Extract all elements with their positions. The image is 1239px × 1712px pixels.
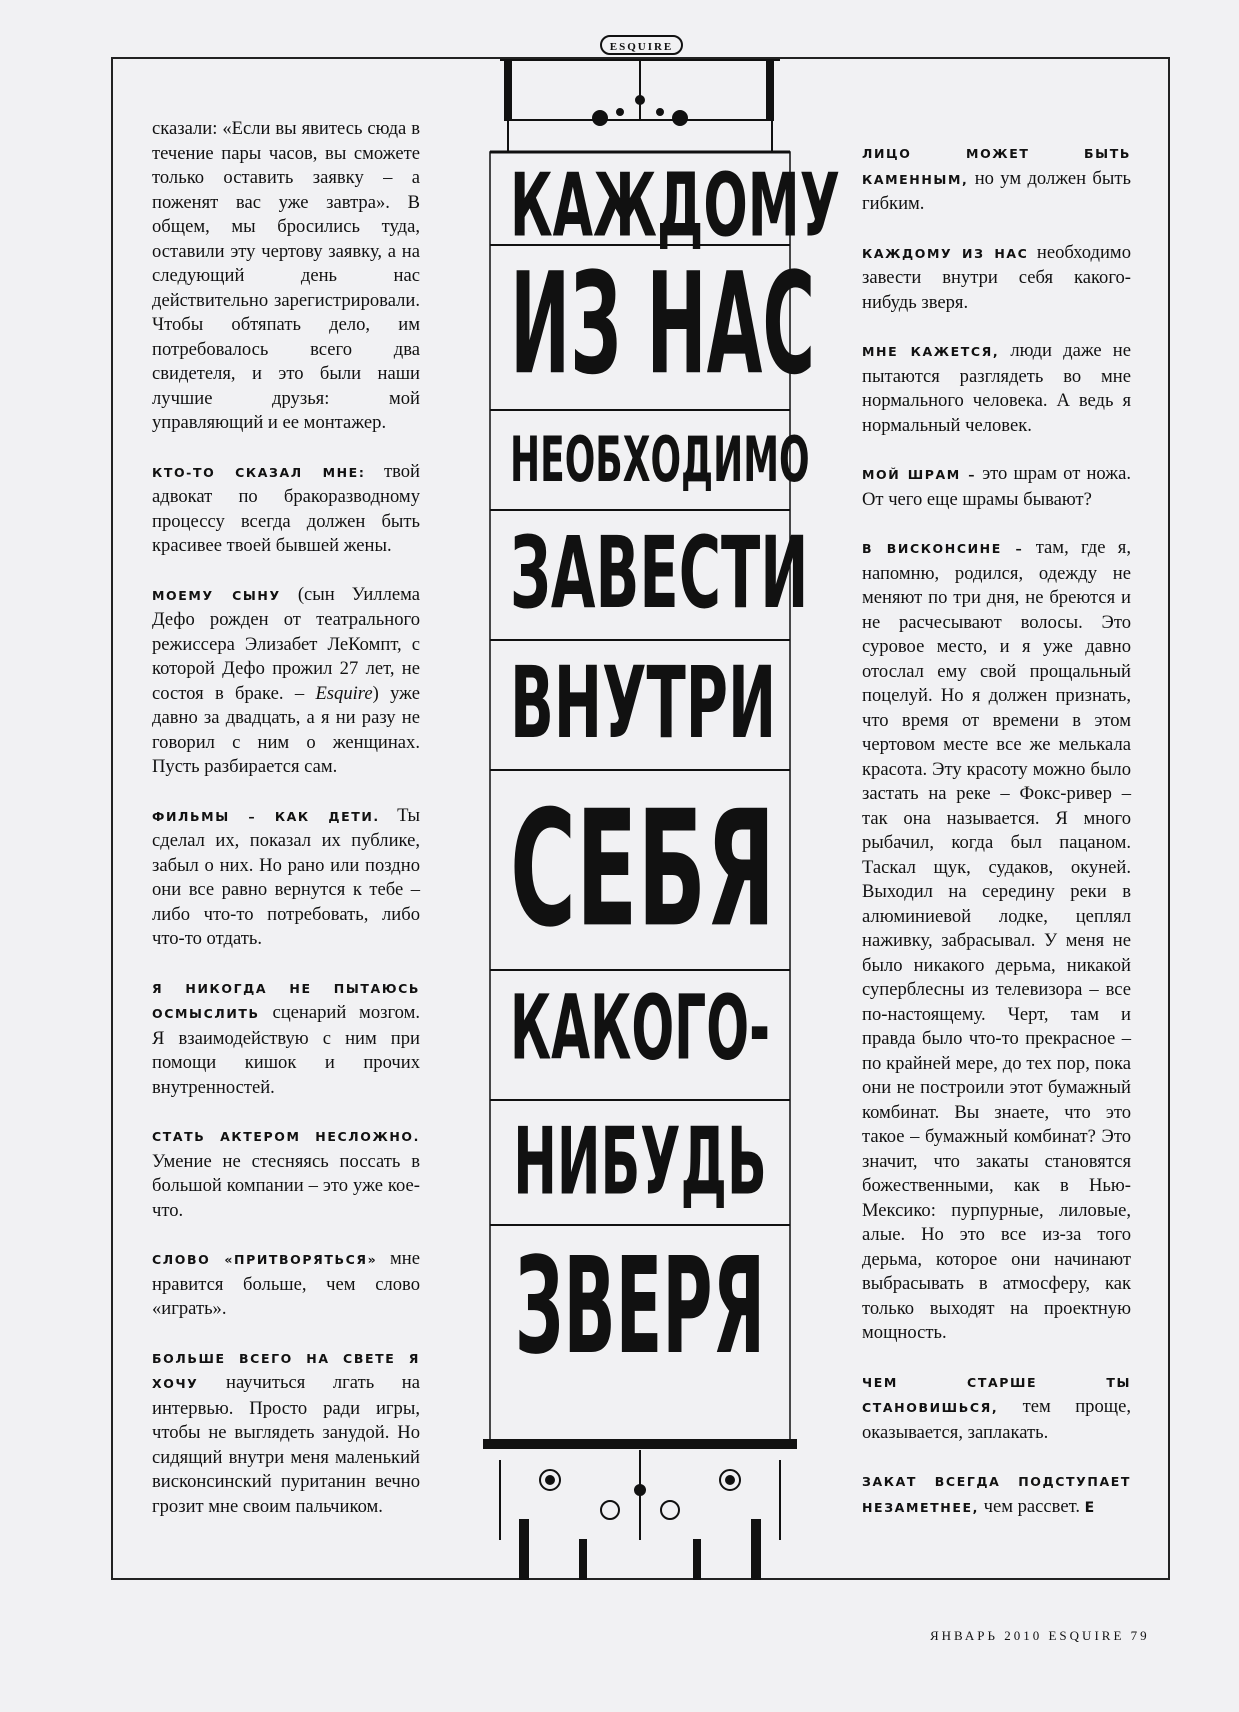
paragraph: ЛИЦО МОЖЕТ БЫТЬ КАМЕННЫМ, но ум должен быть гибким. <box>862 146 1131 214</box>
banner-word: КАЖДОМУ <box>510 154 840 257</box>
pull-quote-banner <box>480 40 840 1580</box>
end-mark-icon: E <box>1084 1499 1095 1516</box>
banner-word: ИЗ НАС <box>510 242 816 406</box>
lead-in: КТО-ТО СКАЗАЛ МНЕ: <box>152 464 366 480</box>
banner-word: СЕБЯ <box>510 775 776 963</box>
lead-in: ЗАКАТ ВСЕГДА ПОДСТУПАЕТ НЕЗАМЕТНЕЕ, <box>862 1474 1131 1515</box>
lead-in: ФИЛЬМЫ – КАК ДЕТИ. <box>152 808 380 824</box>
right-column <box>862 141 1131 1544</box>
banner-word: ЗВЕРЯ <box>514 1227 766 1384</box>
lead-in: МНЕ КАЖЕТСЯ, <box>862 344 1000 359</box>
paragraph: МОЙ ШРАМ – это шрам от ножа. От чего еще шрамы бывают? <box>862 463 1131 510</box>
paragraph: СЛОВО «ПРИТВОРЯТЬСЯ» мне нравится больше, чем слово «играть». <box>152 1248 420 1319</box>
lead-in: В ВИСКОНСИНЕ – <box>862 541 1024 556</box>
banner-word: КАКОГО- <box>510 977 771 1081</box>
paragraph: СТАТЬ АКТЕРОМ НЕСЛОЖНО. Умение не стесняясь поссать в большой компании – это уже кое-что. <box>152 1129 420 1221</box>
paragraph: сказали: «Если вы явитесь сюда в течение пары часов, вы сможете только оставить заявку – а поженят вас уже завтра». В общем, мы бросились туда, оставили эту чертову заявку, а на следующий день нас действительно зарегистрировали. Чтобы обтяпать дело, им потребовалось всего два свидетеля, и это были наши лучшие друзья: мой управляющий и ее монтажер. <box>152 118 420 433</box>
banner-word: ЗАВЕСТИ <box>510 517 809 632</box>
lead-in: СЛОВО «ПРИТВОРЯТЬСЯ» <box>152 1252 378 1267</box>
lead-in: ЛИЦО МОЖЕТ БЫТЬ КАМЕННЫМ, <box>862 146 1131 187</box>
lead-in: МОЙ ШРАМ – <box>862 467 977 482</box>
left-column <box>152 117 420 1543</box>
lead-in: Я НИКОГДА НЕ ПЫТАЮСЬ ОСМЫСЛИТЬ <box>152 980 420 1021</box>
banner-word: ВНУТРИ <box>510 647 777 762</box>
lead-in: СТАТЬ АКТЕРОМ НЕСЛОЖНО. <box>152 1129 420 1144</box>
lead-in: МОЕМУ СЫНУ <box>152 587 281 603</box>
paragraph: МОЕМУ СЫНУ (сын Уиллема Дефо рожден от театрального режиссера Элизабет ЛеКомпт, с которой Дефо прожил 27 лет, не состоя в браке. – Esquire) уже давно за двадцать, а я ни разу не говорил с ним о женщинах. Пусть разбирается сам. <box>152 583 420 777</box>
paragraph: КАЖДОМУ ИЗ НАС необходимо завести внутри себя какого-нибудь зверя. <box>862 241 1131 313</box>
paragraph: Я НИКОГДА НЕ ПЫТАЮСЬ ОСМЫСЛИТЬ сценарий мозгом. Я взаимодействую с ним при помощи кишок и прочих внутренностей. <box>152 980 420 1098</box>
paragraph: ФИЛЬМЫ – КАК ДЕТИ. Ты сделал их, показал их публике, забыл о них. Но рано или поздно они все равно вернутся к тебе – либо что-то потребовать, либо что-то отдать. <box>152 804 420 949</box>
paragraph: В ВИСКОНСИНЕ – там, где я, напомню, родился, одежду не меняют по три дня, не бреются и не расчесывают волосы. Это суровое место, и я уже давно отослал ему свой прощальный поцелуй. Но я должен признать, что время от времени в этом чертовом месте все же мелькала красота. Эту красоту можно было застать на реке – Фокс-ривер – так она называется. Я много рыбачил, когда был пацаном. Таскал щук, судаков, окуней. Выходил на середину реки в алюминиевой лодке, цеплял наживку, забрасывал. У меня не было никакого дерьма, никакой суперблесны из телевизора – все по-настоящему. Черт, там и правда было что-то прекрасное – по крайней мере, до тех пор, пока они не построили этот бумажный комбинат. Вы знаете, что это такое – бумажный комбинат? Это значит, что закаты становятся божественными, как в Нью-Мексико: пурпурные, лиловые, алые. Но это все из-за того дерьма, которое они начинают выбрасывать в атмосферу, как только выходят на проектную мощность. <box>862 537 1131 1343</box>
banner-word: НИБУДЬ <box>513 1107 767 1216</box>
paragraph: БОЛЬШЕ ВСЕГО НА СВЕТЕ Я ХОЧУ научиться лгать на интервью. Просто ради игры, чтобы не выглядеть занудой. Но сидящий внутри меня маленький висконсинский пуританин вечно грозит мне своим пальчиком. <box>152 1350 420 1517</box>
paragraph: ЧЕМ СТАРШЕ ТЫ СТАНОВИШЬСЯ, тем проще, оказывается, заплакать. <box>862 1374 1131 1443</box>
esquire-badge: ESQUIRE <box>600 35 683 55</box>
page-folio: ЯНВАРЬ 2010 ESQUIRE 79 <box>930 1628 1150 1643</box>
banner-word: НЕОБХОДИМО <box>510 425 810 497</box>
paragraph: ЗАКАТ ВСЕГДА ПОДСТУПАЕТ НЕЗАМЕТНЕЕ, чем рассвет. E <box>862 1474 1131 1517</box>
lead-in: БОЛЬШЕ ВСЕГО НА СВЕТЕ Я ХОЧУ <box>152 1350 420 1391</box>
lead-in: ЧЕМ СТАРШЕ ТЫ СТАНОВИШЬСЯ, <box>862 1374 1131 1415</box>
paragraph: КТО-ТО СКАЗАЛ МНЕ: твой адвокат по бракоразводному процессу всегда должен быть красивее твоей бывшей жены. <box>152 460 420 556</box>
lead-in: КАЖДОМУ ИЗ НАС <box>862 245 1029 261</box>
paragraph: МНЕ КАЖЕТСЯ, люди даже не пытаются разглядеть во мне нормального человека. А ведь я нормальный человек. <box>862 340 1132 436</box>
